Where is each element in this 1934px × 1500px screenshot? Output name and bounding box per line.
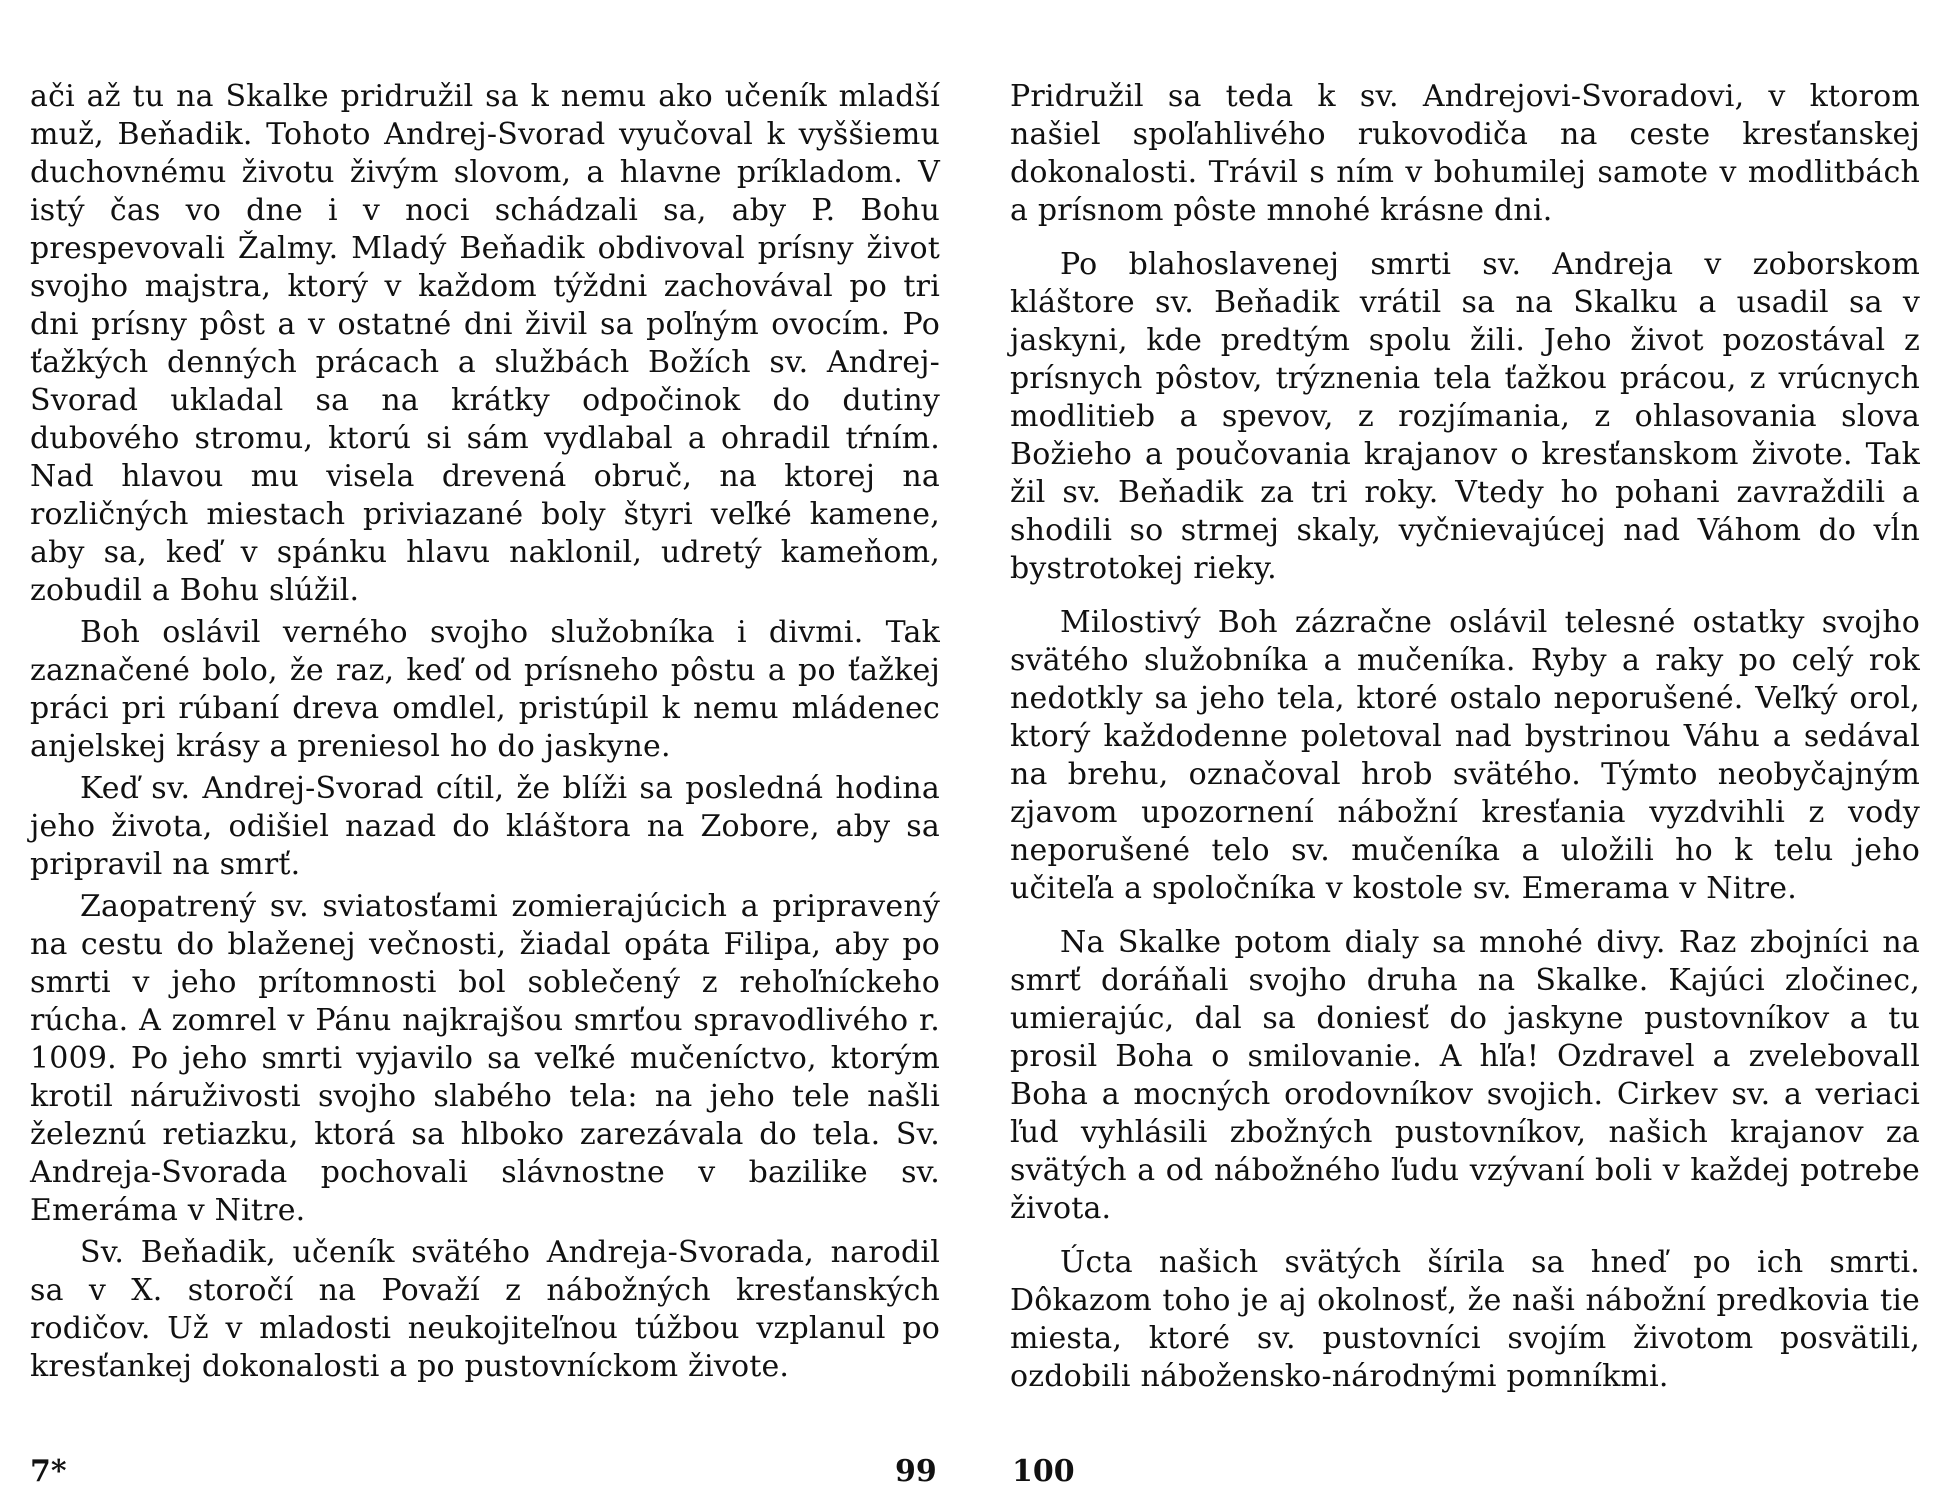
left-paragraph-2: Boh oslávil verného svojho služobníka i divmi. Tak zaznačené bolo, že raz, keď od prísneho pôstu a po ťažkej práci pri rúbaní dreva omdlel, pristúpil k nemu mládenec anjelskej krásy a preniesol ho do jaskyne. bbox=[30, 615, 940, 764]
left-paragraph-1: ači až tu na Skalke pridružil sa k nemu ako učeník mladší muž, Beňadik. Tohoto Andrej-Svorad vyučoval k vyššiemu duchovnému životu živým slovom, a hlavne príkladom. V istý čas vo dne i v noci schádzali sa, aby P. Bohu prespevovali Žalmy. Mladý Beňadik obdivoval prísny život svojho majstra, ktorý v každom týždni zachovával po tri dni prísny pôst a v ostatné dni živil sa poľným ovocím. Po ťažkých denných prácach a službách Božích sv. Andrej-Svorad ukladal sa na krátky odpočinok do dutiny dubového stromu, ktorú si sám vydlabal a ohradil tŕním. Nad hlavou mu visela drevená obruč, na ktorej na rozličných miestach priviazané boly štyri veľké kamene, aby sa, keď v spánku hlavu naklonil, udretý kameňom, zobudil a Bohu slúžil. bbox=[30, 79, 940, 608]
left-page bbox=[30, 78, 940, 1386]
right-page bbox=[1010, 78, 1920, 1396]
left-page-number: 99 bbox=[895, 1454, 937, 1489]
signature-mark: 7* bbox=[30, 1454, 67, 1489]
right-paragraph-2: Po blahoslavenej smrti sv. Andreja v zoborskom kláštore sv. Beňadik vrátil sa na Skalku a usadil sa v jaskyni, kde predtým spolu žili. Jeho život pozostával z prísnych pôstov, trýznenia tela ťažkou prácou, z vrúcnych modlitieb a spevov, z rozjímania, z ohlasovania slova Božieho a poučovania krajanov o kresťanskom živote. Tak žil sv. Beňadik za tri roky. Vtedy ho pohani zavraždili a shodili so strmej skaly, vyčnievajúcej nad Váhom do vĺn bystrotokej rieky. bbox=[1010, 247, 1920, 586]
left-paragraph-4: Zaopatrený sv. sviatosťami zomierajúcich a pripravený na cestu do blaženej večnosti, žiadal opáta Filipa, aby po smrti v jeho prítomnosti bol soblečený z rehoľníckeho rúcha. A zomrel v Pánu najkrajšou smrťou spravodlivého r. 1009. Po jeho smrti vyjavilo sa veľké mučeníctvo, ktorým krotil náruživosti svojho slabého tela: na jeho tele našli železnú retiazku, ktorá sa hlboko zarezávala do tela. Sv. Andreja-Svorada pochovali slávnostne v bazilike sv. Emeráma v Nitre. bbox=[30, 889, 940, 1228]
gutter bbox=[967, 70, 968, 1450]
right-page-number: 100 bbox=[1012, 1454, 1075, 1489]
right-paragraph-1: Pridružil sa teda k sv. Andrejovi-Svoradovi, v ktorom našiel spoľahlivého rukovodiča na ceste kresťanskej dokonalosti. Trávil s ním v bohumilej samote v modlitbách a prísnom pôste mnohé krásne dni. bbox=[1010, 79, 1920, 228]
right-paragraph-3: Milostivý Boh zázračne oslávil telesné ostatky svojho svätého služobníka a mučeníka. Ryby a raky po celý rok nedotkly sa jeho tela, ktoré ostalo neporušené. Veľký orol, ktorý každodenne poletoval nad bystrinou Váhu a sedával na brehu, označoval hrob svätého. Týmto neobyčajným zjavom upozornení nábožní kresťania vyzdvihli z vody neporušené telo sv. mučeníka a uložili ho k telu jeho učiteľa a spoločníka v kostole sv. Emerama v Nitre. bbox=[1010, 605, 1920, 906]
right-paragraph-4: Na Skalke potom dialy sa mnohé divy. Raz zbojníci na smrť doráňali svojho druha na Skalke. Kajúci zločinec, umierajúc, dal sa doniesť do jaskyne pustovníkov a tu prosil Boha o smilovanie. A hľa! Ozdravel a zvelebovall Boha a mocných orodovníkov svojich. Cirkev sv. a veriaci ľud vyhlásili zbožných pustovníkov, našich krajanov za svätých a od nábožného ľudu vzývaní boli v každej potrebe života. bbox=[1010, 925, 1920, 1226]
left-paragraph-5: Sv. Beňadik, učeník svätého Andreja-Svorada, narodil sa v X. storočí na Považí z nábožných kresťanských rodičov. Už v mladosti neukojiteľnou túžbou vzplanul po kresťankej dokonalosti a po pustovníckom živote. bbox=[30, 1235, 940, 1384]
left-paragraph-3: Keď sv. Andrej-Svorad cítil, že blíži sa posledná hodina jeho života, odišiel nazad do kláštora na Zobore, aby sa pripravil na smrť. bbox=[30, 771, 940, 882]
right-paragraph-5: Úcta našich svätých šírila sa hneď po ich smrti. Dôkazom toho je aj okolnosť, že naši nábožní predkovia tie miesta, ktoré sv. pustovníci svojím životom posvätili, ozdobili nábožensko-národnými pomníkmi. bbox=[1010, 1245, 1920, 1394]
